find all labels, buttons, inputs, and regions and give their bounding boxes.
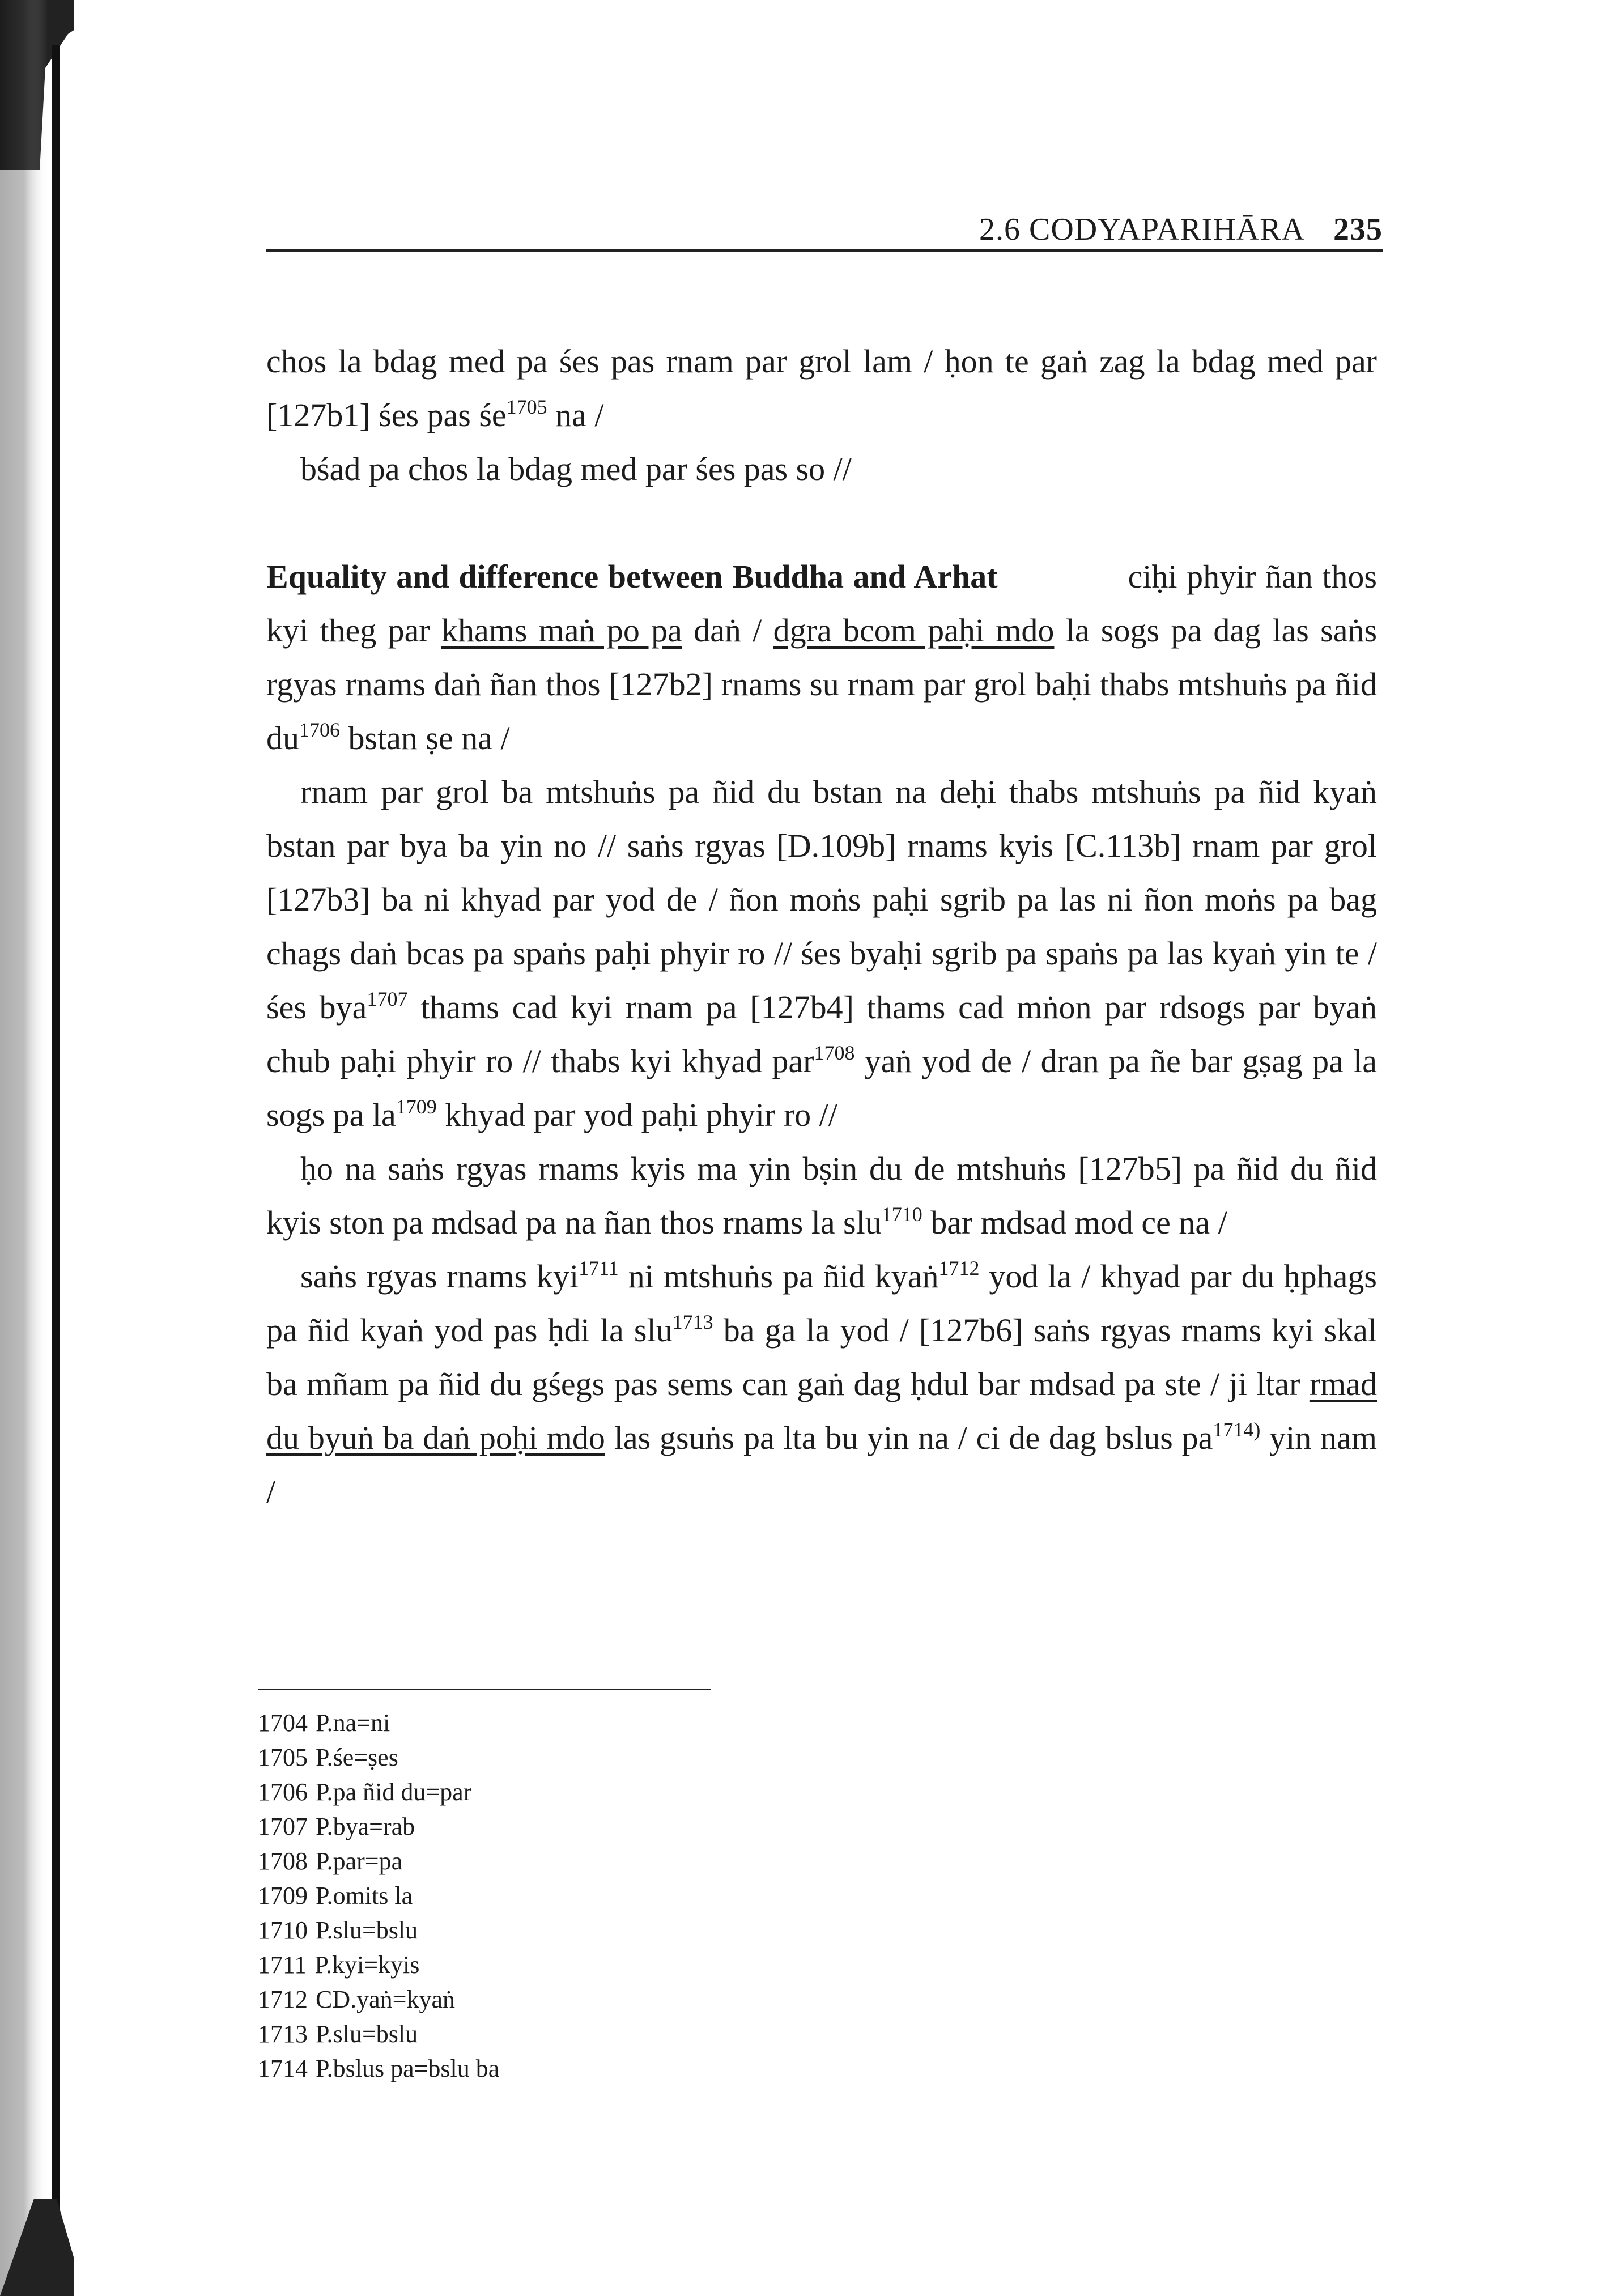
footnote-number: 1711 xyxy=(258,1951,307,1979)
footnote-text: P.omits la xyxy=(316,1882,413,1910)
footnote-text: CD.yaṅ=kyaṅ xyxy=(316,1985,455,2013)
text-run: na / xyxy=(547,397,604,433)
text-run: chos la bdag med pa śes pas rnam par grol lam / ḥon te gaṅ zag la bdag med par [127b1] śes pas śe xyxy=(266,343,1377,433)
running-title: 2.6 CODYAPARIHĀRA xyxy=(979,212,1305,247)
sutra-title: rmad du byuṅ ba daṅ poḥi mdo xyxy=(266,1366,1377,1456)
footnote-item xyxy=(258,1913,938,1948)
footnote-ref: 1705 xyxy=(506,396,547,418)
running-header xyxy=(266,210,1383,252)
footnote-item xyxy=(258,1809,938,1844)
footnote-list xyxy=(258,1706,938,2086)
text-run: yaṅ yod de / dran pa ñe bar gṣag pa la sogs pa la xyxy=(266,1043,1378,1133)
footnote-separator xyxy=(258,1689,711,1690)
footnote-ref: 1710 xyxy=(881,1203,922,1226)
footnote-ref: 1712 xyxy=(938,1257,980,1279)
binding-spine-shadow xyxy=(0,0,74,2296)
text-run: saṅs rgyas rnams kyi xyxy=(300,1258,579,1295)
main-text xyxy=(266,334,1377,1519)
footnote-ref: 1711 xyxy=(579,1257,619,1279)
paragraph-2 xyxy=(266,442,1377,496)
paragraph-6 xyxy=(266,1249,1377,1519)
footnote-item xyxy=(258,1775,938,1809)
footnote-item xyxy=(258,2017,938,2051)
footnote-ref: 1707 xyxy=(367,988,408,1010)
paragraph-4 xyxy=(266,765,1377,1142)
paragraph-1 xyxy=(266,334,1377,442)
text-run: bstan ṣe na / xyxy=(340,720,510,756)
footnote-item xyxy=(258,1740,938,1775)
footnote-item xyxy=(258,1982,938,2017)
footnote-text: P.bslus pa=bslu ba xyxy=(316,2055,500,2082)
footnote-number: 1712 xyxy=(258,1985,308,2013)
footnote-number: 1710 xyxy=(258,1916,308,1944)
footnote-number: 1713 xyxy=(258,2020,308,2048)
text-run: yin nam / xyxy=(266,1419,1377,1510)
text-run: khyad par yod paḥi phyir ro // xyxy=(436,1096,837,1133)
footnote-number: 1704 xyxy=(258,1709,308,1737)
footnote-item xyxy=(258,2051,938,2086)
text-run: ba ga la yod / [127b6] saṅs rgyas rnams kyi skal ba mñam pa ñid du gśegs pas sems can gaṅ dag ḥdul bar mdsad pa ste / ji ltar xyxy=(266,1312,1377,1402)
text-run: daṅ / xyxy=(682,612,773,649)
text-run: yod la / khyad par du ḥphags pa ñid kyaṅ yod pas ḥdi la slu xyxy=(266,1258,1378,1349)
text-run: las gsuṅs pa lta bu yin na / ci de dag bslus pa xyxy=(605,1419,1213,1456)
footnote-number: 1708 xyxy=(258,1847,308,1875)
text-run: bśad pa chos la bdag med par śes pas so // xyxy=(300,450,852,487)
page-number: 235 xyxy=(1333,212,1383,247)
footnote-text: P.kyi=kyis xyxy=(314,1951,420,1979)
footnote-ref: 1706 xyxy=(299,718,340,741)
text-run: bar mdsad mod ce na / xyxy=(922,1204,1227,1241)
footnote-number: 1714 xyxy=(258,2055,308,2082)
sutra-title: dgra bcom paḥi mdo xyxy=(773,612,1055,649)
footnote-ref: 1708 xyxy=(814,1041,855,1064)
text-run: ḥo na saṅs rgyas rnams kyis ma yin bṣin du de mtshuṅs [127b5] pa ñid du ñid kyis ston pa mdsad pa na ñan thos rnams la slu xyxy=(266,1150,1377,1241)
text-run: ni mtshuṅs pa ñid kyaṅ xyxy=(618,1258,939,1295)
footnote-text: P.bya=rab xyxy=(316,1813,415,1840)
text-run: thams cad kyi rnam pa [127b4] thams cad mṅon par rdsogs par byaṅ chub paḥi phyir ro // thabs kyi khyad par xyxy=(266,989,1377,1079)
sutra-title: khams maṅ po pa xyxy=(441,612,682,649)
footnote-item xyxy=(258,1878,938,1913)
text-run: ciḥi phyir ñan thos kyi theg par xyxy=(266,558,1377,649)
footnote-item xyxy=(258,1844,938,1878)
footnote-number: 1707 xyxy=(258,1813,308,1840)
footnote-item xyxy=(258,1948,938,1982)
footnote-number: 1709 xyxy=(258,1882,308,1910)
footnote-ref: 1709 xyxy=(396,1095,437,1118)
footnote-text: P.slu=bslu xyxy=(316,1916,418,1944)
footnote-text: P.slu=bslu xyxy=(316,2020,418,2048)
footnote-text: P.par=pa xyxy=(316,1847,403,1875)
footnote-number: 1705 xyxy=(258,1744,308,1771)
paragraph-3 xyxy=(266,550,1377,765)
text-run: la sogs pa dag las saṅs rgyas rnams daṅ ñan thos [127b2] rnams su rnam par grol baḥi thabs mtshuṅs pa ñid du xyxy=(266,612,1378,756)
text-run: rnam par grol ba mtshuṅs pa ñid du bstan na deḥi thabs mtshuṅs pa ñid kyaṅ bstan par bya ba yin no // saṅs rgyas [D.109b] rnams kyis [C.113b] rnam par grol [127b3] ba ni khyad par yod de / ñon moṅs paḥi sgrib pa las ni ñon moṅs pa bag chags daṅ bcas pa spaṅs paḥi phyir ro // śes byaḥi sgrib pa spaṅs pa las kyaṅ yin te / śes bya xyxy=(266,773,1377,1026)
paragraph-5 xyxy=(266,1142,1377,1249)
section-heading: Equality and difference between Buddha and Arhat xyxy=(266,558,998,595)
footnote-number: 1706 xyxy=(258,1778,308,1806)
footnote-ref: 1714) xyxy=(1213,1418,1261,1441)
footnote-item xyxy=(258,1706,938,1740)
footnote-text: P.na=ni xyxy=(316,1709,390,1737)
footnote-text: P.śe=ṣes xyxy=(316,1744,398,1771)
footnote-text: P.pa ñid du=par xyxy=(316,1778,472,1806)
footnote-ref: 1713 xyxy=(672,1311,713,1333)
